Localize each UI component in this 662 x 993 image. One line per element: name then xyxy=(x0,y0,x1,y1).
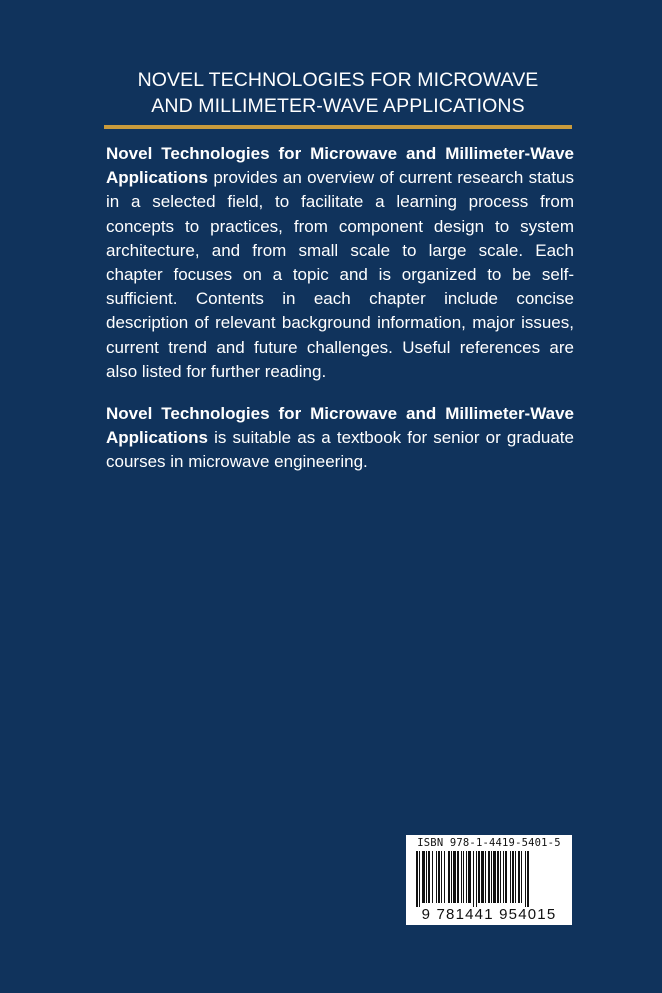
barcode-bar xyxy=(416,851,418,907)
barcode-bar xyxy=(473,851,474,907)
description-text: provides an overview of current research status in a selected field, to facilitate a learning process from concepts to practices, from component design to system architecture, and from small scale to large scale. Each chapter focuses on a topic and is organized to be self-sufficient. Contents in each chapter include concise description of relevant background information, major issues, current trend and future challenges. Useful references are also listed for further reading. xyxy=(106,168,574,381)
isbn-number: ISBN 978-1-4419-5401-5 xyxy=(417,837,561,849)
barcode-bar xyxy=(457,851,459,903)
title-divider xyxy=(104,125,572,129)
barcode-bar xyxy=(510,851,511,903)
barcode-bar xyxy=(497,851,499,903)
barcode-bar xyxy=(521,851,522,903)
ean-digits: 9 781441 954015 xyxy=(421,906,557,923)
barcode-bar xyxy=(518,851,520,903)
isbn-barcode xyxy=(406,835,572,925)
audience-paragraph xyxy=(106,402,574,475)
description-paragraph xyxy=(106,142,574,384)
description-book-title: Novel Technologies for Microwave and Millimeter-Wave Applications xyxy=(106,144,574,188)
barcode-bars xyxy=(410,851,568,907)
barcode-bar xyxy=(422,851,425,903)
audience-text: is suitable as a textbook for senior or graduate courses in microwave engineering. xyxy=(106,428,574,472)
title-line-1: NOVEL TECHNOLOGIES FOR MICROWAVE xyxy=(137,69,539,91)
barcode-bar xyxy=(512,851,514,903)
barcode-bar xyxy=(426,851,427,903)
barcode-bar xyxy=(463,851,464,903)
barcode-bar xyxy=(441,851,442,903)
barcode-bar xyxy=(478,851,480,903)
barcode-bar xyxy=(466,851,467,903)
barcode-bar xyxy=(448,851,450,903)
barcode-bar xyxy=(444,851,445,903)
barcode-bar xyxy=(527,851,529,907)
audience-book-title: Novel Technologies for Microwave and Millimeter-Wave Applications xyxy=(106,404,574,448)
barcode-bar xyxy=(419,851,420,907)
book-title xyxy=(104,67,572,119)
barcode-bar xyxy=(436,851,437,903)
barcode-bar xyxy=(491,851,492,903)
barcode-bar xyxy=(461,851,462,903)
title-line-2: AND MILLIMETER-WAVE APPLICATIONS xyxy=(151,95,525,117)
barcode-bar xyxy=(453,851,456,903)
barcode-bar xyxy=(432,851,433,903)
barcode-bar xyxy=(485,851,486,903)
barcode-bar xyxy=(493,851,496,903)
barcode-bar xyxy=(476,851,477,907)
barcode-bar xyxy=(525,851,526,907)
barcode-bar xyxy=(451,851,452,903)
barcode-bar xyxy=(488,851,490,903)
barcode-bar xyxy=(505,851,507,903)
barcode-bar xyxy=(481,851,484,903)
barcode-bar xyxy=(438,851,440,903)
barcode-bar xyxy=(515,851,516,903)
barcode-bar xyxy=(503,851,504,903)
barcode-bar xyxy=(500,851,501,903)
barcode-bar xyxy=(468,851,471,903)
barcode-bar xyxy=(428,851,430,903)
